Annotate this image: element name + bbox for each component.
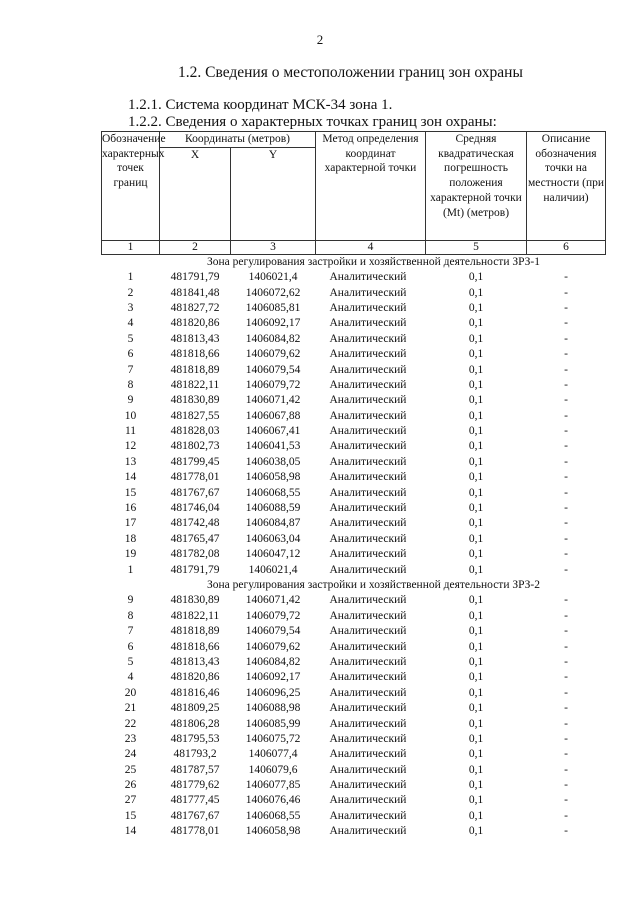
coord-x: 481778,01 [170, 825, 220, 838]
section-title: 1.2. Сведения о местоположении границ зон охраны [178, 64, 523, 81]
description: - [564, 594, 568, 607]
method: Аналитический [329, 732, 407, 745]
description: - [564, 394, 568, 407]
description: - [564, 671, 568, 684]
method: Аналитический [329, 425, 407, 438]
table-row [102, 824, 606, 839]
zone-row [102, 254, 606, 270]
table-row [102, 732, 606, 747]
point-number: 7 [127, 363, 134, 376]
coord-y: 1406041,53 [245, 440, 301, 453]
coord-y: 1406084,82 [245, 655, 301, 668]
accuracy: 0,1 [468, 594, 484, 607]
point-number: 15 [124, 809, 137, 822]
coordinate-system-subsection: 1.2.1. Система координат МСК-34 зона 1. [128, 97, 393, 113]
point-number: 11 [124, 425, 137, 438]
coord-y: 1406079,72 [245, 378, 301, 391]
method: Аналитический [329, 301, 407, 314]
coord-y: 1406084,82 [245, 332, 301, 345]
accuracy: 0,1 [468, 271, 484, 284]
accuracy: 0,1 [468, 763, 484, 776]
table-row [102, 285, 606, 300]
coord-y: 1406092,17 [245, 317, 301, 330]
coord-y: 1406068,55 [245, 809, 301, 822]
description: - [564, 502, 568, 515]
table-row [102, 747, 606, 762]
description: - [564, 625, 568, 638]
accuracy: 0,1 [468, 717, 484, 730]
description: - [564, 702, 568, 715]
accuracy: 0,1 [468, 301, 484, 314]
method: Аналитический [329, 440, 407, 453]
point-number: 16 [124, 502, 137, 515]
point-number: 14 [124, 471, 137, 484]
accuracy: 0,1 [468, 409, 484, 422]
description: - [564, 532, 568, 545]
point-number: 6 [127, 348, 134, 361]
coord-y: 1406088,98 [245, 702, 301, 715]
coord-y: 1406076,46 [245, 794, 301, 807]
accuracy: 0,1 [468, 486, 484, 499]
coord-y: 1406072,62 [245, 286, 301, 299]
table-row [102, 563, 606, 578]
table-row [102, 439, 606, 454]
coord-y: 1406021,4 [248, 563, 298, 576]
method: Аналитический [329, 317, 407, 330]
method: Аналитический [329, 671, 407, 684]
table-row [102, 409, 606, 424]
table-row [102, 270, 606, 285]
coord-x: 481787,57 [170, 763, 220, 776]
coord-y: 1406077,4 [248, 748, 298, 761]
accuracy: 0,1 [468, 825, 484, 838]
method: Аналитический [329, 409, 407, 422]
coord-x: 481818,66 [170, 640, 220, 653]
coord-x: 481828,03 [170, 425, 220, 438]
coord-y: 1406085,81 [245, 301, 301, 314]
point-number: 15 [124, 486, 137, 499]
accuracy: 0,1 [468, 348, 484, 361]
method: Аналитический [329, 717, 407, 730]
coord-x: 481820,86 [170, 671, 220, 684]
table-row [102, 793, 606, 808]
method: Аналитический [329, 609, 407, 622]
table-row [102, 316, 606, 331]
description: - [564, 332, 568, 345]
coord-y: 1406077,85 [245, 779, 301, 792]
accuracy: 0,1 [468, 394, 484, 407]
coord-x: 481841,48 [170, 286, 220, 299]
table-row [102, 639, 606, 654]
zone-title: Зона регулирования застройки и хозяйственной деятельности ЗРЗ-1 [206, 255, 540, 268]
method: Аналитический [329, 686, 407, 699]
coord-y: 1406085,99 [245, 717, 301, 730]
column-number: 2 [160, 240, 231, 254]
coord-y: 1406079,54 [245, 625, 301, 638]
table-row [102, 547, 606, 562]
accuracy: 0,1 [468, 686, 484, 699]
table-row [102, 455, 606, 470]
table-row [102, 609, 606, 624]
accuracy: 0,1 [468, 471, 484, 484]
point-number: 26 [124, 779, 137, 792]
header-x: X [160, 147, 231, 240]
accuracy: 0,1 [468, 332, 484, 345]
accuracy: 0,1 [468, 779, 484, 792]
coord-x: 481816,46 [170, 686, 220, 699]
method: Аналитический [329, 455, 407, 468]
method: Аналитический [329, 594, 407, 607]
description: - [564, 378, 568, 391]
coord-x: 481795,53 [170, 732, 220, 745]
description: - [564, 317, 568, 330]
header-designation: Обозначение характерных точек границ [102, 132, 160, 241]
description: - [564, 486, 568, 499]
coord-x: 481820,86 [170, 317, 220, 330]
point-number: 22 [124, 717, 137, 730]
coord-y: 1406038,05 [245, 455, 301, 468]
accuracy: 0,1 [468, 317, 484, 330]
description: - [564, 640, 568, 653]
coord-x: 481765,47 [170, 532, 220, 545]
point-number: 14 [124, 825, 137, 838]
coord-x: 481809,25 [170, 702, 220, 715]
accuracy: 0,1 [468, 609, 484, 622]
description: - [564, 471, 568, 484]
description: - [564, 455, 568, 468]
table-row [102, 655, 606, 670]
table-row [102, 501, 606, 516]
coord-y: 1406071,42 [245, 394, 301, 407]
table-body [102, 254, 606, 839]
description: - [564, 271, 568, 284]
table-row [102, 763, 606, 778]
point-number: 24 [124, 748, 137, 761]
coord-x: 481822,11 [170, 609, 220, 622]
coord-y: 1406092,17 [245, 671, 301, 684]
table-row [102, 593, 606, 608]
accuracy: 0,1 [468, 378, 484, 391]
coord-x: 481799,45 [170, 455, 220, 468]
table-row [102, 347, 606, 362]
description: - [564, 763, 568, 776]
method: Аналитический [329, 286, 407, 299]
header-y: Y [231, 147, 316, 240]
coord-x: 481827,72 [170, 301, 220, 314]
point-number: 5 [127, 332, 134, 345]
header-description: Описание обозначения точки на местности (при наличии) [527, 132, 606, 241]
point-number: 19 [124, 548, 137, 561]
method: Аналитический [329, 394, 407, 407]
point-number: 2 [127, 286, 134, 299]
point-number: 4 [127, 671, 134, 684]
point-number: 25 [124, 763, 137, 776]
coord-y: 1406075,72 [245, 732, 301, 745]
accuracy: 0,1 [468, 532, 484, 545]
accuracy: 0,1 [468, 748, 484, 761]
point-number: 13 [124, 455, 137, 468]
accuracy: 0,1 [468, 502, 484, 515]
point-number: 1 [127, 563, 134, 576]
method: Аналитический [329, 640, 407, 653]
coord-y: 1406058,98 [245, 471, 301, 484]
accuracy: 0,1 [468, 286, 484, 299]
point-number: 21 [124, 702, 137, 715]
coord-y: 1406079,62 [245, 640, 301, 653]
description: - [564, 825, 568, 838]
column-number: 6 [527, 240, 606, 254]
method: Аналитический [329, 748, 407, 761]
header-method: Метод определения координат характерной точки [316, 132, 426, 241]
coord-y: 1406079,54 [245, 363, 301, 376]
coord-x: 481827,55 [170, 409, 220, 422]
column-number: 5 [426, 240, 527, 254]
description: - [564, 779, 568, 792]
coord-y: 1406047,12 [245, 548, 301, 561]
header-accuracy: Средняя квадратическая погрешность положения характерной точки (Mt) (метров) [426, 132, 527, 241]
method: Аналитический [329, 702, 407, 715]
coord-y: 1406088,59 [245, 502, 301, 515]
description: - [564, 717, 568, 730]
page-number: 2 [316, 32, 324, 47]
table-row [102, 378, 606, 393]
description: - [564, 794, 568, 807]
column-number: 1 [102, 240, 160, 254]
description: - [564, 686, 568, 699]
method: Аналитический [329, 363, 407, 376]
point-number: 3 [127, 301, 134, 314]
accuracy: 0,1 [468, 671, 484, 684]
method: Аналитический [329, 763, 407, 776]
table-row [102, 686, 606, 701]
coord-x: 481830,89 [170, 594, 220, 607]
zone-title: Зона регулирования застройки и хозяйственной деятельности ЗРЗ-2 [206, 579, 540, 591]
table-row [102, 701, 606, 716]
table-row [102, 716, 606, 731]
coord-x: 481767,67 [170, 809, 220, 822]
coord-x: 481746,04 [170, 502, 220, 515]
accuracy: 0,1 [468, 702, 484, 715]
method: Аналитический [329, 548, 407, 561]
description: - [564, 748, 568, 761]
method: Аналитический [329, 809, 407, 822]
accuracy: 0,1 [468, 517, 484, 530]
description: - [564, 563, 568, 576]
coord-x: 481779,62 [170, 779, 220, 792]
coord-y: 1406067,41 [245, 425, 301, 438]
coord-x: 481813,43 [170, 655, 220, 668]
coord-x: 481822,11 [170, 378, 220, 391]
method: Аналитический [329, 471, 407, 484]
table-row [102, 516, 606, 531]
method: Аналитический [329, 332, 407, 345]
coord-y: 1406063,04 [245, 532, 301, 545]
coord-y: 1406071,42 [245, 594, 301, 607]
description: - [564, 655, 568, 668]
coord-x: 481742,48 [170, 517, 220, 530]
table-row [102, 778, 606, 793]
description: - [564, 425, 568, 438]
table-row [102, 486, 606, 501]
accuracy: 0,1 [468, 548, 484, 561]
table-row [102, 532, 606, 547]
point-number: 17 [124, 517, 137, 530]
accuracy: 0,1 [468, 655, 484, 668]
accuracy: 0,1 [468, 455, 484, 468]
coord-y: 1406021,4 [248, 271, 298, 284]
point-number: 7 [127, 625, 134, 638]
coord-x: 481818,66 [170, 348, 220, 361]
coord-y: 1406058,98 [245, 825, 301, 838]
description: - [564, 732, 568, 745]
point-number: 8 [127, 378, 134, 391]
coord-x: 481791,79 [170, 563, 220, 576]
coord-y: 1406067,88 [245, 409, 301, 422]
method: Аналитический [329, 779, 407, 792]
coord-x: 481818,89 [170, 363, 220, 376]
accuracy: 0,1 [468, 425, 484, 438]
table-row [102, 393, 606, 408]
table-row [102, 470, 606, 485]
description: - [564, 548, 568, 561]
points-subsection: 1.2.2. Сведения о характерных точках границ зон охраны: [128, 114, 497, 130]
point-number: 8 [127, 609, 134, 622]
accuracy: 0,1 [468, 363, 484, 376]
header-coordinates: Координаты (метров) [160, 132, 316, 148]
description: - [564, 363, 568, 376]
column-number: 3 [231, 240, 316, 254]
accuracy: 0,1 [468, 563, 484, 576]
method: Аналитический [329, 486, 407, 499]
description: - [564, 609, 568, 622]
method: Аналитический [329, 517, 407, 530]
point-number: 27 [124, 794, 137, 807]
accuracy: 0,1 [468, 640, 484, 653]
method: Аналитический [329, 502, 407, 515]
coord-y: 1406079,62 [245, 348, 301, 361]
table-row [102, 670, 606, 685]
table-row [102, 301, 606, 316]
coord-x: 481806,28 [170, 717, 220, 730]
coord-y: 1406079,6 [248, 763, 298, 776]
method: Аналитический [329, 825, 407, 838]
coord-x: 481778,01 [170, 471, 220, 484]
coord-x: 481791,79 [170, 271, 220, 284]
method: Аналитический [329, 532, 407, 545]
point-number: 23 [124, 732, 137, 745]
point-number: 10 [124, 409, 137, 422]
table-row [102, 624, 606, 639]
description: - [564, 809, 568, 822]
description: - [564, 517, 568, 530]
method: Аналитический [329, 563, 407, 576]
coord-x: 481782,08 [170, 548, 220, 561]
accuracy: 0,1 [468, 625, 484, 638]
method: Аналитический [329, 348, 407, 361]
accuracy: 0,1 [468, 440, 484, 453]
coord-y: 1406084,87 [245, 517, 301, 530]
description: - [564, 409, 568, 422]
accuracy: 0,1 [468, 732, 484, 745]
column-number: 4 [316, 240, 426, 254]
accuracy: 0,1 [468, 794, 484, 807]
coord-y: 1406096,25 [245, 686, 301, 699]
point-number: 5 [127, 655, 134, 668]
point-number: 12 [124, 440, 137, 453]
coord-x: 481802,73 [170, 440, 220, 453]
accuracy: 0,1 [468, 809, 484, 822]
table-row [102, 362, 606, 377]
method: Аналитический [329, 271, 407, 284]
description: - [564, 348, 568, 361]
point-number: 1 [127, 271, 134, 284]
table-row [102, 809, 606, 824]
point-number: 9 [127, 594, 134, 607]
coord-x: 481818,89 [170, 625, 220, 638]
point-number: 4 [127, 317, 134, 330]
coord-x: 481830,89 [170, 394, 220, 407]
coord-x: 481777,45 [170, 794, 220, 807]
coord-x: 481767,67 [170, 486, 220, 499]
method: Аналитический [329, 378, 407, 391]
point-number: 18 [124, 532, 137, 545]
table-row [102, 332, 606, 347]
description: - [564, 440, 568, 453]
description: - [564, 301, 568, 314]
coord-x: 481793,2 [173, 748, 217, 761]
coord-x: 481813,43 [170, 332, 220, 345]
method: Аналитический [329, 625, 407, 638]
description: - [564, 286, 568, 299]
point-number: 9 [127, 394, 134, 407]
coord-y: 1406068,55 [245, 486, 301, 499]
method: Аналитический [329, 655, 407, 668]
boundary-points-table [101, 131, 606, 840]
coord-y: 1406079,72 [245, 609, 301, 622]
point-number: 20 [124, 686, 137, 699]
method: Аналитический [329, 794, 407, 807]
zone-row [102, 578, 606, 593]
table-row [102, 424, 606, 439]
point-number: 6 [127, 640, 134, 653]
